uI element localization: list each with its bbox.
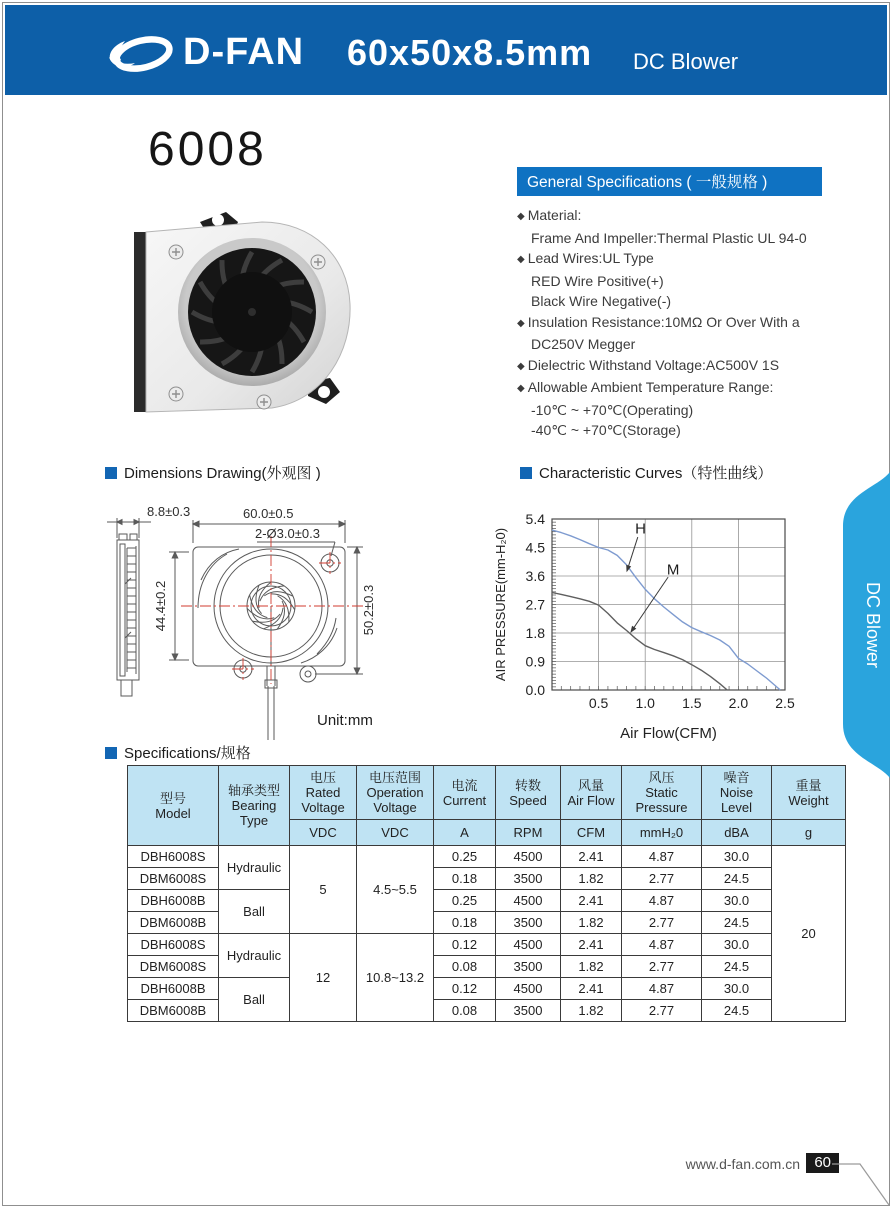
operation-voltage-cell: 4.5~5.5 — [357, 846, 434, 934]
model-cell: DBH6008B — [128, 890, 219, 912]
current-cell: 0.25 — [434, 890, 496, 912]
column-unit: VDC — [357, 820, 434, 846]
blue-square-icon — [520, 467, 532, 479]
column-header: 型号 Model — [128, 766, 219, 846]
operation-voltage-cell: 10.8~13.2 — [357, 934, 434, 1022]
column-header: 轴承类型 Bearing Type — [219, 766, 290, 846]
static-pressure-cell: 4.87 — [622, 978, 702, 1000]
general-spec-item: DC250V Megger — [531, 336, 636, 352]
general-spec-item: Frame And Impeller:Thermal Plastic UL 94-0 — [531, 229, 807, 246]
general-specifications-list — [517, 205, 822, 441]
svg-text:5.4: 5.4 — [525, 511, 545, 527]
current-cell: 0.08 — [434, 956, 496, 978]
speed-cell: 4500 — [496, 978, 561, 1000]
characteristic-curves-chart — [488, 498, 834, 748]
static-pressure-cell: 2.77 — [622, 912, 702, 934]
column-unit: g — [772, 820, 846, 846]
column-unit: mmH₂0 — [622, 820, 702, 846]
general-spec-item: ◆ Lead Wires:UL Type — [517, 248, 822, 271]
air-flow-cell: 2.41 — [561, 978, 622, 1000]
curve-label-M: M — [666, 561, 680, 579]
model-cell: DBH6008B — [128, 978, 219, 1000]
noise-cell: 30.0 — [702, 890, 772, 912]
svg-text:0.9: 0.9 — [525, 653, 545, 670]
page-subtitle: DC Blower — [633, 49, 739, 74]
current-cell: 0.08 — [434, 1000, 496, 1022]
svg-text:3.6: 3.6 — [525, 568, 545, 584]
air-flow-cell: 1.82 — [561, 912, 622, 934]
page-header — [5, 5, 887, 95]
side-tab-dc-blower[interactable] — [839, 472, 890, 778]
speed-cell: 4500 — [496, 934, 561, 956]
dimensions-drawing — [105, 488, 483, 746]
y-axis-label: AIR PRESSURE(mm-H₂0) — [493, 527, 508, 682]
svg-text:1.5: 1.5 — [682, 695, 702, 711]
blue-square-icon — [105, 747, 117, 759]
general-spec-item: -40℃ ~ +70℃(Storage) — [531, 422, 681, 438]
static-pressure-cell: 2.77 — [622, 1000, 702, 1022]
noise-cell: 24.5 — [702, 1000, 772, 1022]
speed-cell: 4500 — [496, 846, 561, 868]
dim-holes-label: 2-Ø3.0±0.3 — [255, 526, 320, 541]
static-pressure-cell: 4.87 — [622, 846, 702, 868]
column-header: 风量 Air Flow — [561, 766, 622, 820]
footer-corner-lines — [832, 1150, 892, 1208]
curve-label-H: H — [635, 520, 646, 538]
model-cell: DBM6008S — [128, 868, 219, 890]
speed-cell: 3500 — [496, 868, 561, 890]
centerline-red — [181, 536, 363, 684]
column-unit: RPM — [496, 820, 561, 846]
model-cell: DBH6008S — [128, 846, 219, 868]
curve-H — [552, 530, 780, 690]
svg-text:0.0: 0.0 — [525, 682, 545, 698]
blue-square-icon — [105, 467, 117, 479]
general-spec-item: -10℃ ~ +70℃(Operating) — [531, 401, 694, 418]
svg-text:4.5: 4.5 — [525, 539, 545, 556]
specifications-table-wrap — [127, 765, 845, 1022]
svg-text:1.0: 1.0 — [635, 695, 655, 711]
static-pressure-cell: 2.77 — [622, 956, 702, 978]
general-spec-item: RED Wire Positive(+) — [531, 272, 664, 289]
bearing-cell: Ball — [219, 890, 290, 934]
table-row — [128, 978, 846, 1000]
speed-cell: 4500 — [496, 890, 561, 912]
x-axis-label: Air Flow(CFM) — [620, 725, 717, 742]
fan-swirl-icon — [105, 27, 177, 79]
website-link[interactable]: www.d-fan.com.cn — [685, 1156, 800, 1172]
general-specifications-title: General Specifications ( 一般规格 ) — [517, 167, 822, 196]
bearing-cell: Hydraulic — [219, 934, 290, 978]
specifications-table — [127, 765, 846, 1022]
section-heading-specifications: Specifications/规格 — [105, 742, 251, 763]
current-cell: 0.12 — [434, 934, 496, 956]
dim-height-right-label: 50.2±0.3 — [361, 584, 376, 636]
noise-cell: 30.0 — [702, 934, 772, 956]
air-flow-cell: 1.82 — [561, 1000, 622, 1022]
bearing-cell: Hydraulic — [219, 846, 290, 890]
model-cell: DBM6008S — [128, 956, 219, 978]
model-number: 6008 — [148, 123, 267, 176]
noise-cell: 24.5 — [702, 956, 772, 978]
curve-M — [552, 593, 727, 691]
page-title: 60x50x8.5mm — [347, 32, 593, 73]
column-header: 风压 Static Pressure — [622, 766, 702, 820]
page-footer — [0, 1150, 892, 1208]
rated-voltage-cell: 5 — [290, 846, 357, 934]
column-header: 转数 Speed — [496, 766, 561, 820]
rated-voltage-cell: 12 — [290, 934, 357, 1022]
noise-cell: 30.0 — [702, 846, 772, 868]
svg-text:2.5: 2.5 — [775, 695, 795, 711]
page-number-badge: 60 — [806, 1153, 839, 1173]
column-unit: dBA — [702, 820, 772, 846]
product-photo — [112, 196, 368, 441]
column-header: 重量 Weight — [772, 766, 846, 820]
static-pressure-cell: 4.87 — [622, 934, 702, 956]
section-heading-dimensions: Dimensions Drawing(外观图 ) — [105, 462, 321, 483]
noise-cell: 24.5 — [702, 868, 772, 890]
table-row — [128, 846, 846, 868]
general-spec-item: ◆ Dielectric Withstand Voltage:AC500V 1S — [517, 355, 822, 378]
air-flow-cell: 2.41 — [561, 934, 622, 956]
brand-name: D-FAN — [183, 31, 305, 73]
general-spec-item: ◆ Allowable Ambient Temperature Range: — [517, 377, 822, 400]
brand-logo — [105, 25, 315, 80]
column-unit: VDC — [290, 820, 357, 846]
current-cell: 0.25 — [434, 846, 496, 868]
noise-cell: 30.0 — [702, 978, 772, 1000]
dim-side-width-label: 8.8±0.3 — [147, 504, 191, 519]
air-flow-cell: 1.82 — [561, 956, 622, 978]
dim-width-label: 60.0±0.5 — [243, 506, 294, 521]
general-spec-item: ◆ Insulation Resistance:10MΩ Or Over With a — [517, 312, 822, 335]
column-unit: CFM — [561, 820, 622, 846]
dim-height-left-label: 44.4±0.2 — [153, 580, 168, 632]
speed-cell: 3500 — [496, 1000, 561, 1022]
static-pressure-cell: 2.77 — [622, 868, 702, 890]
side-tab-label: DC Blower — [863, 581, 883, 669]
air-flow-cell: 2.41 — [561, 890, 622, 912]
column-header: 电压 Rated Voltage — [290, 766, 357, 820]
column-header: 电压范围 Operation Voltage — [357, 766, 434, 820]
model-cell: DBM6008B — [128, 1000, 219, 1022]
model-cell: DBM6008B — [128, 912, 219, 934]
unit-label: Unit:mm — [317, 712, 373, 729]
general-spec-item: Black Wire Negative(-) — [531, 293, 672, 309]
svg-text:2.0: 2.0 — [728, 695, 749, 711]
svg-text:0.5: 0.5 — [588, 695, 609, 711]
air-flow-cell: 1.82 — [561, 868, 622, 890]
column-unit: A — [434, 820, 496, 846]
weight-cell: 20 — [772, 846, 846, 1022]
svg-text:1.8: 1.8 — [525, 625, 545, 641]
section-heading-curves: Characteristic Curves（特性曲线） — [520, 462, 772, 483]
svg-text:2.7: 2.7 — [525, 596, 545, 613]
model-cell: DBH6008S — [128, 934, 219, 956]
column-header: 噪音 Noise Level — [702, 766, 772, 820]
speed-cell: 3500 — [496, 956, 561, 978]
table-row — [128, 934, 846, 956]
current-cell: 0.18 — [434, 912, 496, 934]
static-pressure-cell: 4.87 — [622, 890, 702, 912]
speed-cell: 3500 — [496, 912, 561, 934]
air-flow-cell: 2.41 — [561, 846, 622, 868]
bearing-cell: Ball — [219, 978, 290, 1022]
general-spec-item: ◆ Material: — [517, 205, 822, 228]
column-header: 电流 Current — [434, 766, 496, 820]
table-row — [128, 890, 846, 912]
general-specifications-panel — [517, 167, 822, 441]
noise-cell: 24.5 — [702, 912, 772, 934]
current-cell: 0.18 — [434, 868, 496, 890]
current-cell: 0.12 — [434, 978, 496, 1000]
